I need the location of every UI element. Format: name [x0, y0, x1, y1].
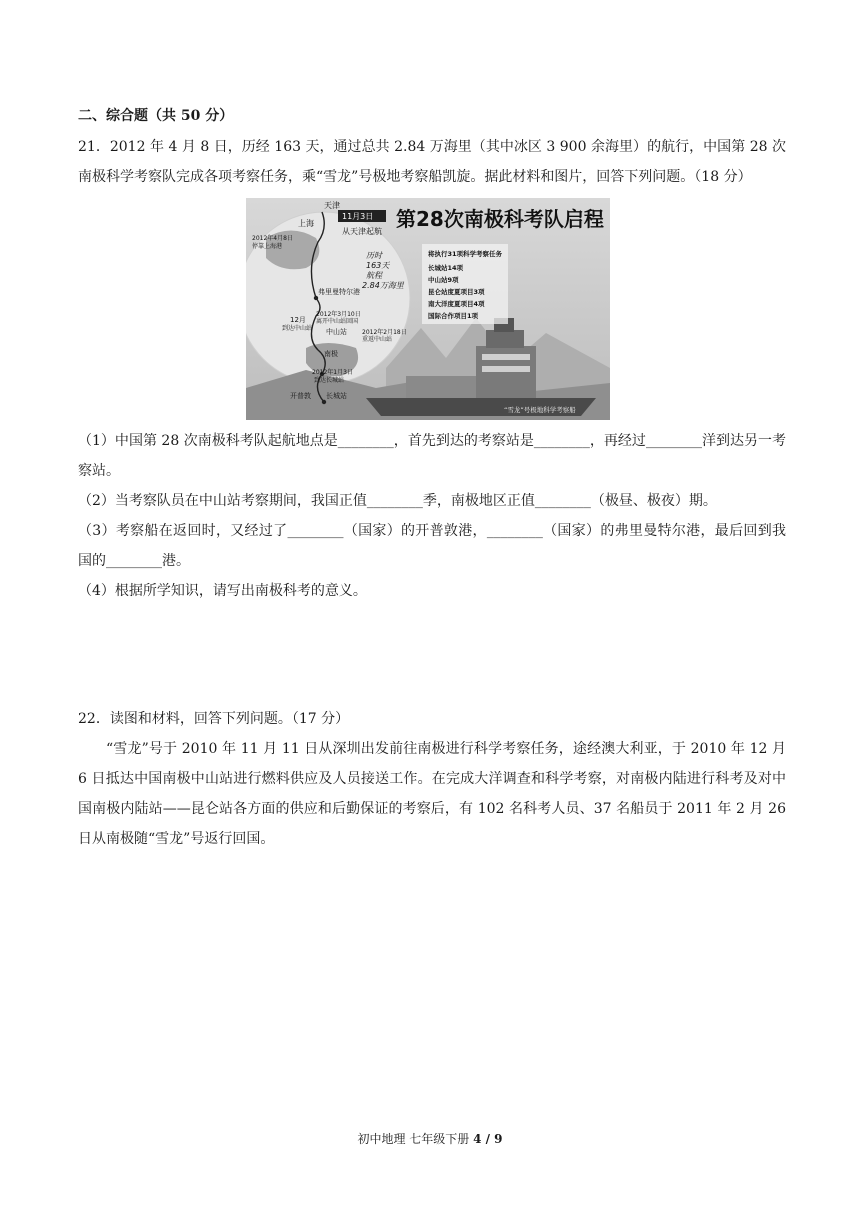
figure-title: 第28次南极科考队启程 [396, 207, 604, 231]
question-21-sub-4: （4）根据所学知识，请写出南极科考的意义。 [78, 583, 367, 599]
task-item-4: 国际合作项目1项 [428, 312, 479, 320]
route-label-capetown: 开普敦 [290, 392, 311, 400]
route-label-zs-note-2: 重返中山站 [362, 336, 393, 343]
route-label-fremantle: 弗里曼特尔港 [318, 288, 360, 296]
route-label-cw-note: 2012年1月3日 [312, 369, 353, 376]
question-22-material: “雪龙”号于 2010 年 11 月 11 日从深圳出发前往南极进行科学考察任务，途经澳大利亚，于 2010 年 12 月 6 日抵达中国南极中山站进行燃料供应及人员接送工作。在完成大洋调查和科学考察，对南极内陆进行科考及对中国南极内陆站——昆仑站各方面的供应和后勤保证的考察后，有 102 名科考人员、37 名船员于 2011 年 2 月 26 日从南极随“雪龙”号返行回国。 [78, 741, 786, 847]
route-label-greatwall: 长城站 [326, 392, 347, 400]
question-21-stem: 21．2012 年 4 月 8 日，历经 163 天，通过总共 2.84 万海里（其中冰区 3 900 余海里）的航行，中国第 28 次南极科学考察队完成各项考察任务，乘“雪龙”号极地考察船凯旋。据此材料和图片，回答下列问题。（18 分） [78, 139, 786, 185]
trip-stat-0: 历时 [366, 251, 382, 260]
route-label-leave-zs-1: 2012年3月10日 [316, 311, 361, 318]
trip-stat-3: 2.84万海里 [362, 281, 404, 290]
route-label-zhongshan: 中山站 [326, 328, 347, 336]
expedition-map-image [246, 198, 610, 420]
route-label-cw-arrive: 到达长城站 [314, 377, 345, 384]
route-label-zs-note-1: 2012年2月18日 [362, 329, 407, 336]
page-footer [0, 1130, 860, 1147]
route-date-nov: 11月3日 [342, 212, 374, 221]
route-label-arrive-zs: 到达中山站 [282, 325, 313, 332]
task-item-1: 中山站9项 [428, 276, 459, 284]
page-body [78, 104, 786, 854]
route-label-dec: 12月 [290, 316, 306, 324]
route-label-depart: 从天津起航 [342, 227, 382, 236]
route-label-leave-zs-2: 离开中山站回国 [316, 318, 359, 325]
task-item-3: 南大洋度夏项目4项 [428, 300, 485, 308]
task-item-2: 昆仑站度夏项目3项 [428, 288, 485, 296]
tasks-title: 将执行31项科学考察任务 [428, 250, 503, 258]
task-item-0: 长城站14项 [428, 264, 464, 272]
expedition-figure [246, 198, 610, 420]
footer-page-number: 4 / 9 [473, 1132, 503, 1146]
ship-caption: “雪龙”号极地科学考察船 [504, 406, 576, 414]
footer-prefix: 初中地理 七年级下册 [357, 1132, 474, 1146]
route-label-tianjin: 天津 [324, 201, 340, 210]
question-22-stem: 22．读图和材料，回答下列问题。（17 分） [78, 711, 350, 727]
route-label-return-2: 停靠上海港 [252, 243, 283, 250]
section-title: 二、综合题（共 50 分） [78, 108, 234, 124]
question-21-sub-3: （3）考察船在返回时，又经过了________（国家）的开普敦港，________（国家）的弗里曼特尔港，最后回到我国的________港。 [78, 523, 786, 569]
question-21-sub-1: （1）中国第 28 次南极科考队起航地点是________，首先到达的考察站是________，再经过________洋到达另一考察站。 [78, 433, 786, 479]
route-label-shanghai: 上海 [298, 219, 314, 228]
trip-stat-1: 163天 [366, 261, 390, 270]
question-21-sub-2: （2）当考察队员在中山站考察期间，我国正值________季，南极地区正值________（极昼、极夜）期。 [78, 493, 717, 509]
route-label-return-1: 2012年4月8日 [252, 235, 293, 242]
route-label-antarctica: 南极 [324, 350, 338, 358]
trip-stat-2: 航程 [366, 271, 382, 280]
